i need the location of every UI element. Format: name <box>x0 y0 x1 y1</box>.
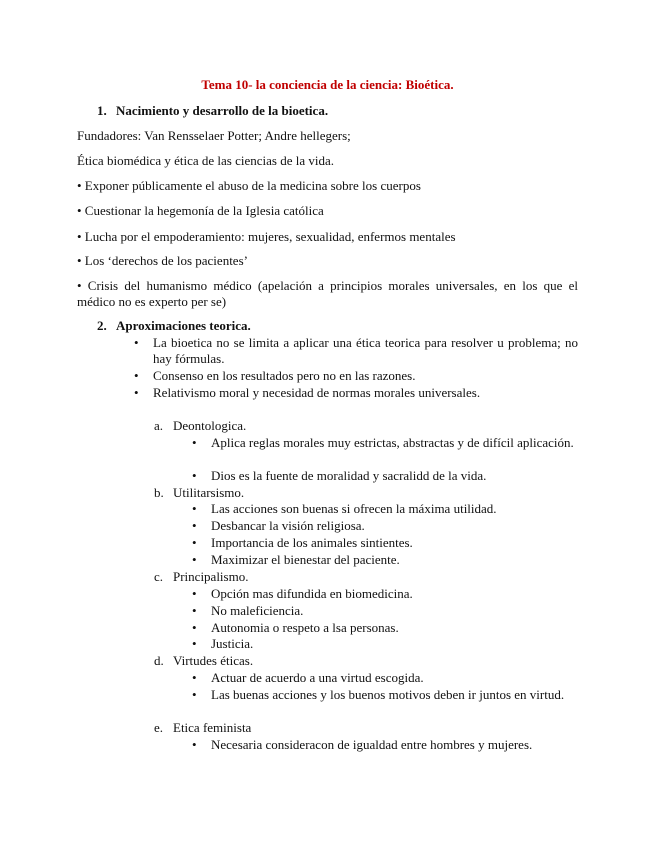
list-item: • Los ‘derechos de los pacientes’ <box>77 253 248 268</box>
bullet-icon: • <box>192 468 197 483</box>
subsection-letter: e. <box>154 720 164 735</box>
bullet-icon: • <box>192 501 197 516</box>
list-item: Importancia de los animales sintientes. <box>211 535 413 550</box>
list-item: La bioetica no se limita a aplicar una ética teorica para resolver u problema; no hay fórmulas. <box>153 335 578 366</box>
section-2-heading: Aproximaciones teorica. <box>116 318 251 333</box>
bullet-icon: • <box>192 586 197 601</box>
subsection-title: Virtudes éticas. <box>173 653 254 668</box>
bullet-icon: • <box>192 636 197 651</box>
section-1-heading: Nacimiento y desarrollo de la bioetica. <box>116 103 329 118</box>
list-item: Autonomia o respeto a lsa personas. <box>211 620 399 635</box>
list-item: Opción mas difundida en biomedicina. <box>211 586 413 601</box>
list-item: • Exponer públicamente el abuso de la medicina sobre los cuerpos <box>77 178 421 193</box>
list-item: Actuar de acuerdo a una virtud escogida. <box>211 670 424 685</box>
subsection-letter: d. <box>154 653 164 668</box>
bullet-icon: • <box>134 385 139 400</box>
list-item: Las acciones son buenas si ofrecen la máxima utilidad. <box>211 501 497 516</box>
etica-line: Ética biomédica y ética de las ciencias de la vida. <box>77 153 334 168</box>
list-item: No maleficiencia. <box>211 603 304 618</box>
list-item: • Crisis del humanismo médico (apelación a principios morales universales, en los que el médico no es experto per se) <box>77 278 578 309</box>
bullet-icon: • <box>134 335 139 350</box>
list-item: Relativismo moral y necesidad de normas morales universales. <box>153 385 481 400</box>
bullet-icon: • <box>192 552 197 567</box>
subsection-title: Etica feminista <box>173 720 252 735</box>
bullet-icon: • <box>192 603 197 618</box>
list-item: Aplica reglas morales muy estrictas, abstractas y de difícil aplicación. <box>211 435 574 450</box>
section-2-number: 2. <box>97 318 107 333</box>
bullet-icon: • <box>192 670 197 685</box>
subsection-letter: a. <box>154 418 164 433</box>
list-item: Consenso en los resultados pero no en las razones. <box>153 368 416 383</box>
bullet-icon: • <box>192 687 197 702</box>
list-item: Dios es la fuente de moralidad y sacralidd de la vida. <box>211 468 487 483</box>
bullet-icon: • <box>192 737 197 752</box>
list-item: Maximizar el bienestar del paciente. <box>211 552 400 567</box>
list-item: Necesaria consideracon de igualdad entre hombres y mujeres. <box>211 737 533 752</box>
section-1-number: 1. <box>97 103 107 118</box>
subsection-letter: c. <box>154 569 164 584</box>
bullet-icon: • <box>134 368 139 383</box>
bullet-icon: • <box>192 518 197 533</box>
bullet-icon: • <box>192 435 197 450</box>
subsection-title: Utilitarsismo. <box>173 485 245 500</box>
list-item: • Cuestionar la hegemonía de la Iglesia católica <box>77 203 324 218</box>
subsection-letter: b. <box>154 485 164 500</box>
founders-line: Fundadores: Van Rensselaer Potter; Andre hellegers; <box>77 128 351 143</box>
document-title: Tema 10- la conciencia de la ciencia: Bioética. <box>201 77 454 92</box>
subsection-title: Deontologica. <box>173 418 247 433</box>
list-item: Las buenas acciones y los buenos motivos deben ir juntos en virtud. <box>211 687 565 702</box>
subsection-title: Principalismo. <box>173 569 249 584</box>
list-item: • Lucha por el empoderamiento: mujeres, sexualidad, enfermos mentales <box>77 229 456 244</box>
bullet-icon: • <box>192 535 197 550</box>
list-item: Desbancar la visión religiosa. <box>211 518 365 533</box>
list-item: Justicia. <box>211 636 254 651</box>
bullet-icon: • <box>192 620 197 635</box>
